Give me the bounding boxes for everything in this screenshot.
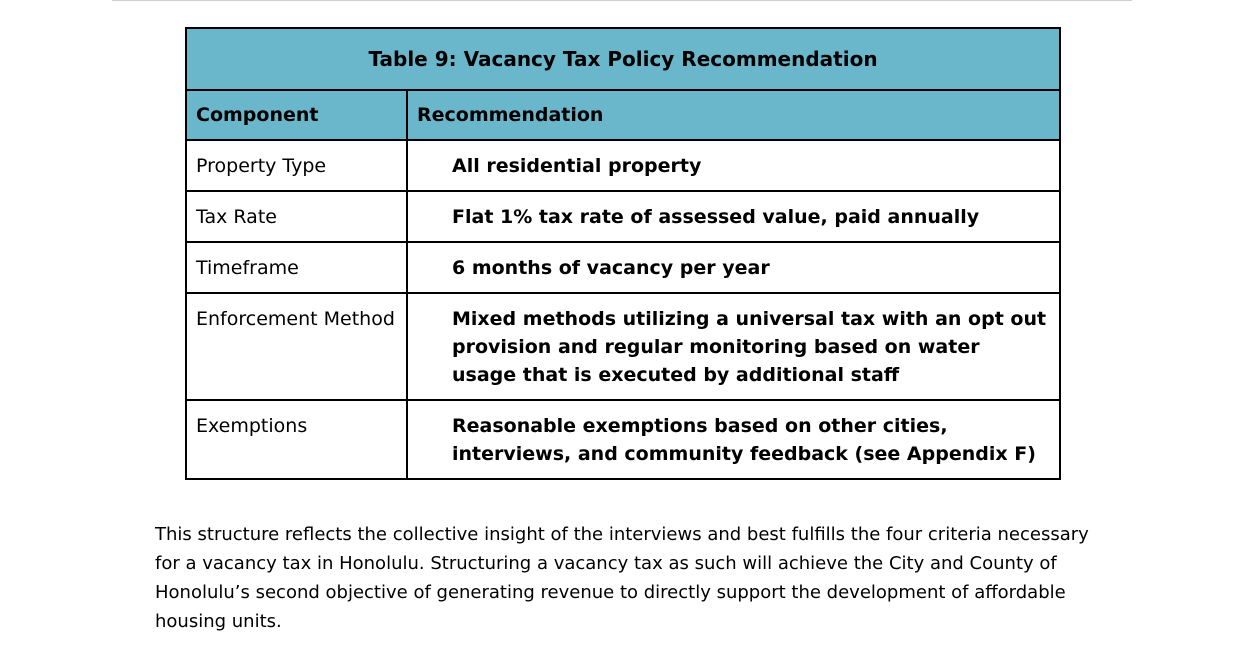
column-header-recommendation: Recommendation <box>407 90 1060 140</box>
component-cell: Tax Rate <box>186 191 407 242</box>
recommendation-cell: Flat 1% tax rate of assessed value, paid annually <box>407 191 1060 242</box>
page-top-rule <box>112 0 1132 1</box>
table-header-row <box>186 90 1060 140</box>
table-row <box>186 140 1060 191</box>
component-cell: Property Type <box>186 140 407 191</box>
component-cell: Exemptions <box>186 400 407 479</box>
recommendation-cell: 6 months of vacancy per year <box>407 242 1060 293</box>
recommendation-cell: Reasonable exemptions based on other cities, interviews, and community feedback (see Appendix F) <box>407 400 1060 479</box>
table-row <box>186 191 1060 242</box>
body-paragraph: This structure reflects the collective insight of the interviews and best fulfills the four criteria necessary for a vacancy tax in Honolulu. Structuring a vacancy tax as such will achieve the City and County of Honolulu’s second objective of generating revenue to directly support the development of affordable housing units. <box>155 524 1089 632</box>
component-cell: Timeframe <box>186 242 407 293</box>
recommendation-cell: Mixed methods utilizing a universal tax with an opt out provision and regular monitoring based on water usage that is executed by additional staff <box>407 293 1060 400</box>
table-row <box>186 293 1060 400</box>
table-row <box>186 242 1060 293</box>
recommendation-cell: All residential property <box>407 140 1060 191</box>
table-title: Table 9: Vacancy Tax Policy Recommendation <box>186 28 1060 90</box>
table-row <box>186 400 1060 479</box>
component-cell: Enforcement Method <box>186 293 407 400</box>
table-title-row <box>186 28 1060 90</box>
column-header-component: Component <box>186 90 407 140</box>
policy-recommendation-table <box>185 27 1061 480</box>
